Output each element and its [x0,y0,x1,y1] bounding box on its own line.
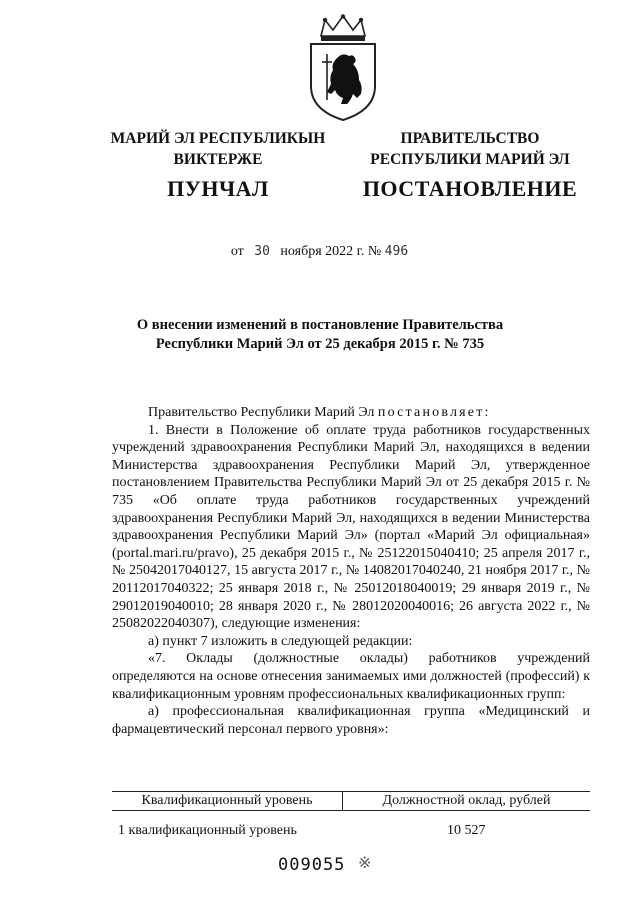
date-line [0,244,639,260]
opening-subject: Правительство Республики Марий Эл [148,405,375,420]
table-row [112,811,590,840]
serial-number: 009055 [278,855,346,875]
title-line2: Республики Марий Эл от 25 декабря 2015 г. № 735 [155,336,485,352]
cell-level: 1 квалификационный уровень [118,823,297,838]
date-prefix: от [230,244,244,259]
document-title [120,316,520,354]
header-right-doc-type: ПОСТАНОВЛЕНИЕ [362,176,578,201]
header-right-line2: РЕСПУБЛИКИ МАРИЙ ЭЛ [370,151,570,168]
opening-verb: постановляет: [377,405,491,420]
cell-salary: 10 527 [447,823,486,838]
header-right [352,128,588,199]
date-month-year: ноября 2022 г. № [280,244,382,259]
header-left [100,128,336,199]
quoted-clause-7: «7. Оклады (должностные оклады) работников учреждений определяются на основе отнесения занимаемых ими должностей (профессий) к квалификационным уровням профессиональных квалификационных групп: [112,651,590,702]
header-left-line2: ВИКТЕРЖЕ [173,151,263,168]
header-salary: Должностной оклад, рублей [343,792,591,811]
group-a-paragraph: а) профессиональная квалификационная группа «Медицинский и фармацевтический персонал первого уровня»: [112,704,590,737]
document-number: 496 [384,244,409,259]
date-day: 30 [254,244,270,259]
item-1-paragraph: 1. Внести в Положение об оплате труда работников государственных учреждений здравоохранения Республики Марий Эл, находящихся в ведении Министерства здравоохранения Республики Марий Эл, утвержденное постановлением Правительства Республики Марий Эл от 25 декабря 2015 г. № 735 «Об оплате труда работников государственных учреждений здравоохранения Республики Марий Эл, находящихся в ведении Министерства здравоохранения Республики Марий Эл» (портал «Марий Эл официальная» (portal.mari.ru/pravo), 25 декабря 2015 г., № 25122015040410; 25 апреля 2017 г., № 25042017040127, 15 августа 2017 г., № 14082017040240, 21 ноября 2017 г., № 20112017040322; 25 января 2018 г., № 25012018040019; 29 января 2019 г., № 29012019040010; 28 января 2020 г., № 28012020040016; 26 августа 2022 г., № 25082022040307), следующие изменения: [112,422,590,632]
ornament-mark: ※ [358,855,372,872]
coat-of-arms-emblem [303,14,383,122]
header-left-doc-type: ПУНЧАЛ [167,176,269,201]
salary-table [112,791,590,839]
header-left-line1: МАРИЙ ЭЛ РЕСПУБЛИКЫН [110,130,326,147]
header-right-line1: ПРАВИТЕЛЬСТВО [400,130,540,147]
opening-paragraph [112,404,590,422]
sub-item-a: а) пункт 7 изложить в следующей редакции: [148,633,413,649]
header-qualification-level: Квалификационный уровень [112,792,343,811]
table-header-row [112,792,590,811]
title-line1: О внесении изменений в постановление Правительства [136,317,504,333]
document-body [112,404,590,738]
